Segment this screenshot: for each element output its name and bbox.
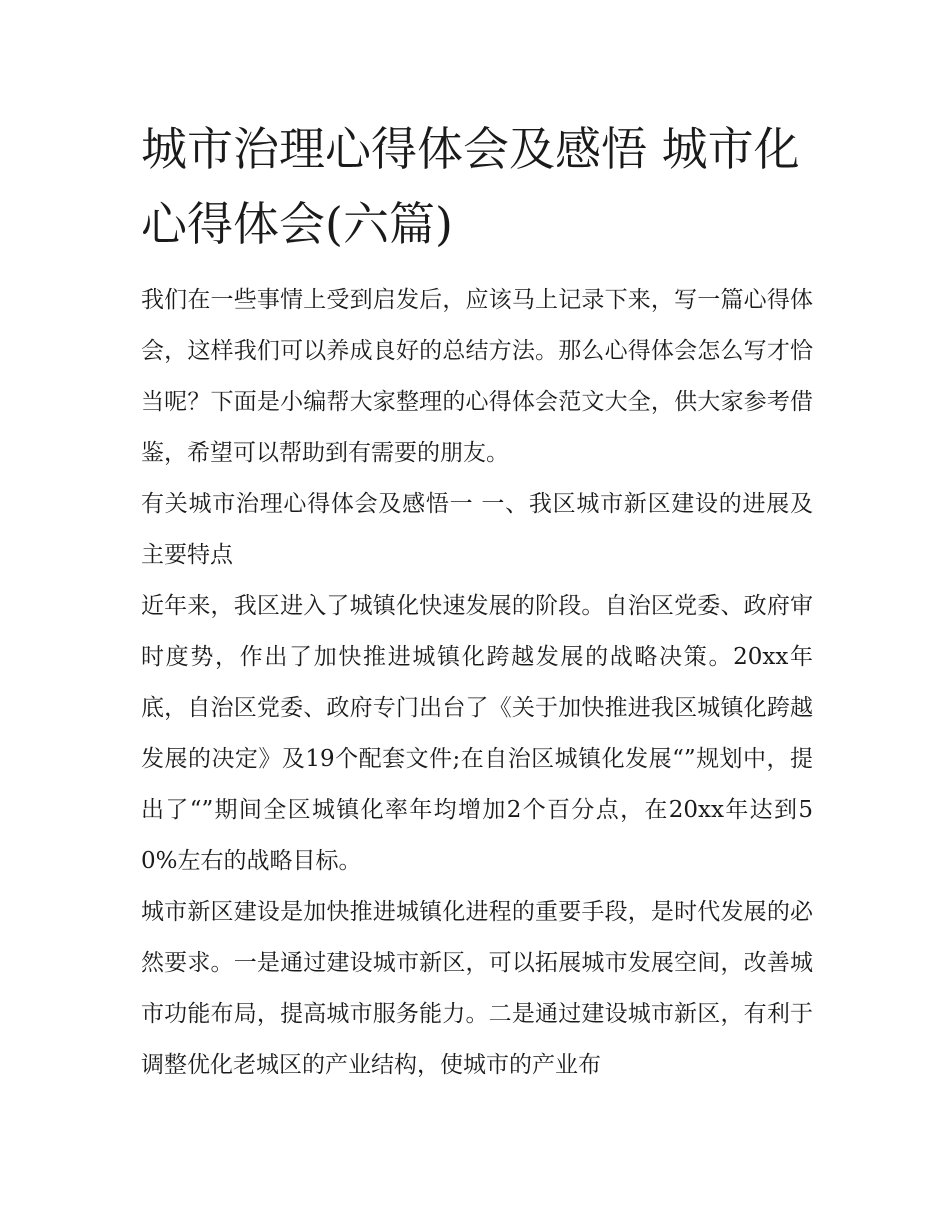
intro-paragraph: 我们在一些事情上受到启发后，应该马上记录下来，写一篇心得体会，这样我们可以养成良好的总结方法。那么心得体会怎么写才恰当呢？下面是小编帮大家整理的心得体会范文大全，供大家参考借鉴，希望可以帮助到有需要的朋友。	[141, 287, 813, 466]
document-title: 城市治理心得体会及感悟 城市化心得体会(六篇)	[141, 122, 800, 251]
body-paragraph: 近年来，我区进入了城镇化快速发展的阶段。自治区党委、政府审时度势，作出了加快推进城镇化跨越发展的战略决策。20xx年底，自治区党委、政府专门出台了《关于加快推进我区城镇化跨越发展的决定》及19个配套文件;在自治区城镇化发展“”规划中，提出了“”期间全区城镇化率年均增加2个百分点，在20xx年达到50%左右的战略目标。	[141, 593, 813, 874]
section-heading-paragraph: 有关城市治理心得体会及感悟一 一、我区城市新区建设的进展及主要特点	[141, 491, 813, 568]
body-paragraph: 城市新区建设是加快推进城镇化进程的重要手段，是时代发展的必然要求。一是通过建设城市新区，可以拓展城市发展空间，改善城市功能布局，提高城市服务能力。二是通过建设城市新区，有利于调整优化老城区的产业结构，使城市的产业布	[141, 899, 813, 1078]
document-body	[141, 112, 813, 1091]
